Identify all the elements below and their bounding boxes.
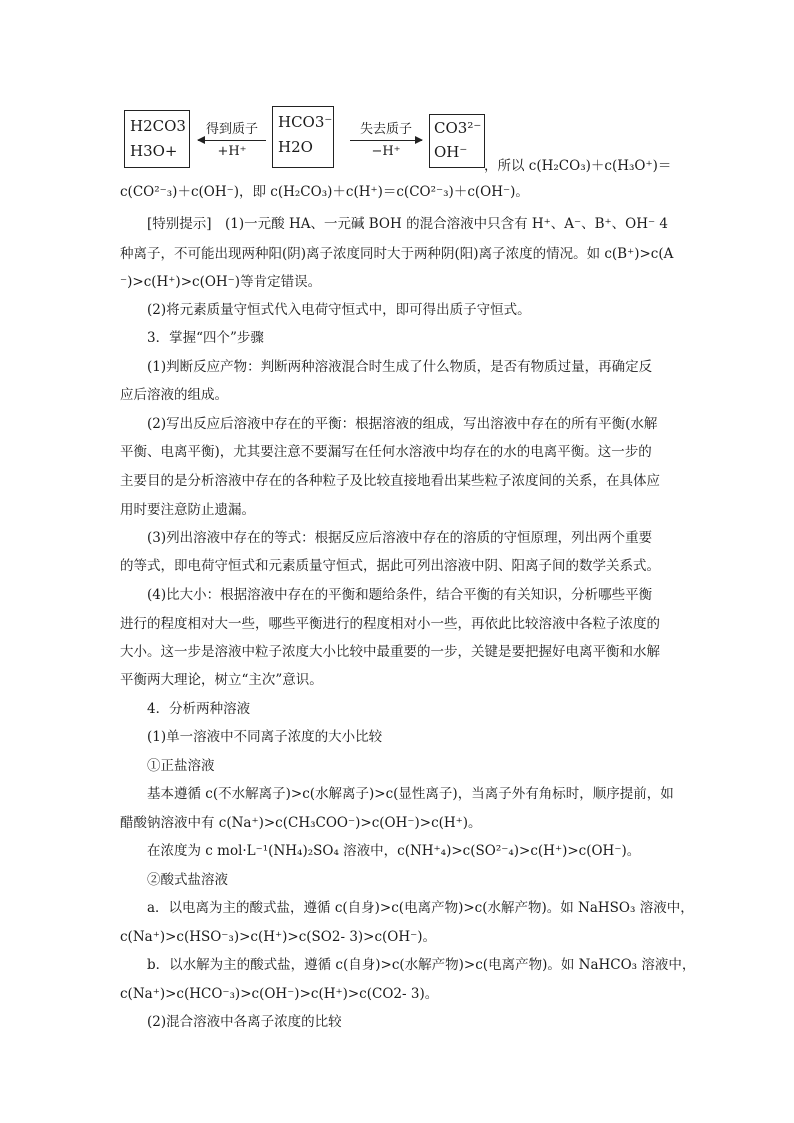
text-line: (2)将元素质量守恒式代入电荷守恒式中，即可得出质子守恒式。	[147, 302, 531, 318]
text-line: (2)写出反应后溶液中存在的平衡：根据溶液的组成，写出溶液中存在的所有平衡(水解	[147, 416, 658, 432]
text-line: ②酸式盐溶液	[147, 872, 228, 888]
arrow-label: 得到质子	[205, 122, 258, 137]
text-line: 进行的程度相对大一些，哪些平衡进行的程度相对小一些，再依此比较溶液中各粒子浓度的	[120, 616, 660, 632]
reference-species-box	[272, 106, 334, 168]
left-arrow-icon	[198, 140, 266, 141]
base-species-box	[429, 114, 485, 168]
arrow-label: 失去质子	[359, 122, 412, 137]
text-line: 的等式，即电荷守恒式和元素质量守恒式，据此可列出溶液中阴、阳离子间的数学关系式。	[120, 558, 660, 574]
text-line: (1)判断反应产物：判断两种溶液混合时生成了什么物质，是否有物质过量，再确定反	[147, 359, 653, 375]
text-line: 醋酸钠溶液中有 c(Na⁺)>c(CH₃COO⁻)>c(OH⁻)>c(H⁺)。	[120, 815, 482, 831]
text-line: 大小。这一步是溶液中粒子浓度大小比较中最重要的一步，关键是要把握好电离平衡和水解	[120, 644, 660, 660]
lose-proton-arrow	[350, 118, 422, 159]
text-line: 3．掌握“四个”步骤	[147, 330, 264, 346]
text-line: ⁻)>c(H⁺)>c(OH⁻)等肯定错误。	[120, 274, 322, 290]
text-line: c(Na⁺)>c(HCO⁻₃)>c(OH⁻)>c(H⁺)>c(CO2- 3)。	[120, 986, 439, 1002]
text-line: b．以水解为主的酸式盐，遵循 c(自身)>c(水解产物)>c(电离产物)。如 NaHCO₃ 溶液中，	[147, 957, 696, 973]
text-line: 平衡、电离平衡)，尤其要注意不要漏写在任何水溶液中均存在的水的电离平衡。这一步的	[120, 444, 652, 460]
acid-species-box	[124, 110, 190, 168]
arrow-label: −H⁺	[371, 144, 401, 159]
arrow-label: +H⁺	[217, 144, 247, 159]
text-line: c(Na⁺)>c(HSO⁻₃)>c(H⁺)>c(SO2- 3)>c(OH⁻)。	[120, 929, 437, 945]
text-line: 应后溶液的组成。	[120, 387, 228, 403]
gain-proton-arrow	[198, 118, 266, 159]
box-line: H2CO3	[130, 117, 186, 135]
box-line: HCO3⁻	[278, 113, 333, 131]
text-line: 用时要注意防止遗漏。	[120, 502, 255, 518]
text-line: [特别提示] (1)一元酸 HA、一元碱 BOH 的混合溶液中只含有 H⁺、A⁻、B⁺、OH⁻ 4	[147, 216, 669, 232]
text-line: 基本遵循 c(不水解离子)>c(水解离子)>c(显性离子)，当离子外有角标时，顺序提前，如	[147, 786, 674, 802]
text-line: ①正盐溶液	[147, 758, 215, 774]
proton-transfer-diagram	[124, 106, 684, 174]
text-line: c(CO²⁻₃)＋c(OH⁻)，即 c(H₂CO₃)＋c(H⁺)＝c(CO²⁻₃)＋c(OH⁻)。	[120, 184, 529, 200]
box-line: H2O	[278, 138, 313, 156]
text-line: (2)混合溶液中各离子浓度的比较	[147, 1014, 342, 1030]
box-line: CO3²⁻	[434, 119, 482, 137]
text-line: (4)比大小：根据溶液中存在的平衡和题给条件，结合平衡的有关知识，分析哪些平衡	[147, 587, 653, 603]
text-line: 平衡两大理论，树立“主次”意识。	[120, 672, 323, 688]
equation-start: ，所以 c(H₂CO₃)＋c(H₃O⁺)＝	[484, 158, 672, 174]
text-line: a．以电离为主的酸式盐，遵循 c(自身)>c(电离产物)>c(水解产物)。如 NaHSO₃ 溶液中，	[147, 900, 694, 916]
text-line: (1)单一溶液中不同离子浓度的大小比较	[147, 729, 383, 745]
right-arrow-icon	[350, 140, 422, 141]
box-line: OH⁻	[434, 143, 468, 161]
text-line: 种离子，不可能出现两种阳(阴)离子浓度同时大于两种阴(阳)离子浓度的情况。如 c(B⁺)>c(A	[120, 246, 674, 262]
text-line: 主要目的是分析溶液中存在的各种粒子及比较直接地看出某些粒子浓度间的关系，在具体应	[120, 473, 660, 489]
text-line: 在浓度为 c mol·L⁻¹(NH₄)₂SO₄ 溶液中，c(NH⁺₄)>c(SO²⁻₄)>c(H⁺)>c(OH⁻)。	[147, 843, 641, 859]
text-line: (3)列出溶液中存在的等式：根据反应后溶液中存在的溶质的守恒原理，列出两个重要	[147, 530, 653, 546]
text-line: 4．分析两种溶液	[147, 701, 251, 717]
box-line: H3O+	[130, 142, 178, 160]
